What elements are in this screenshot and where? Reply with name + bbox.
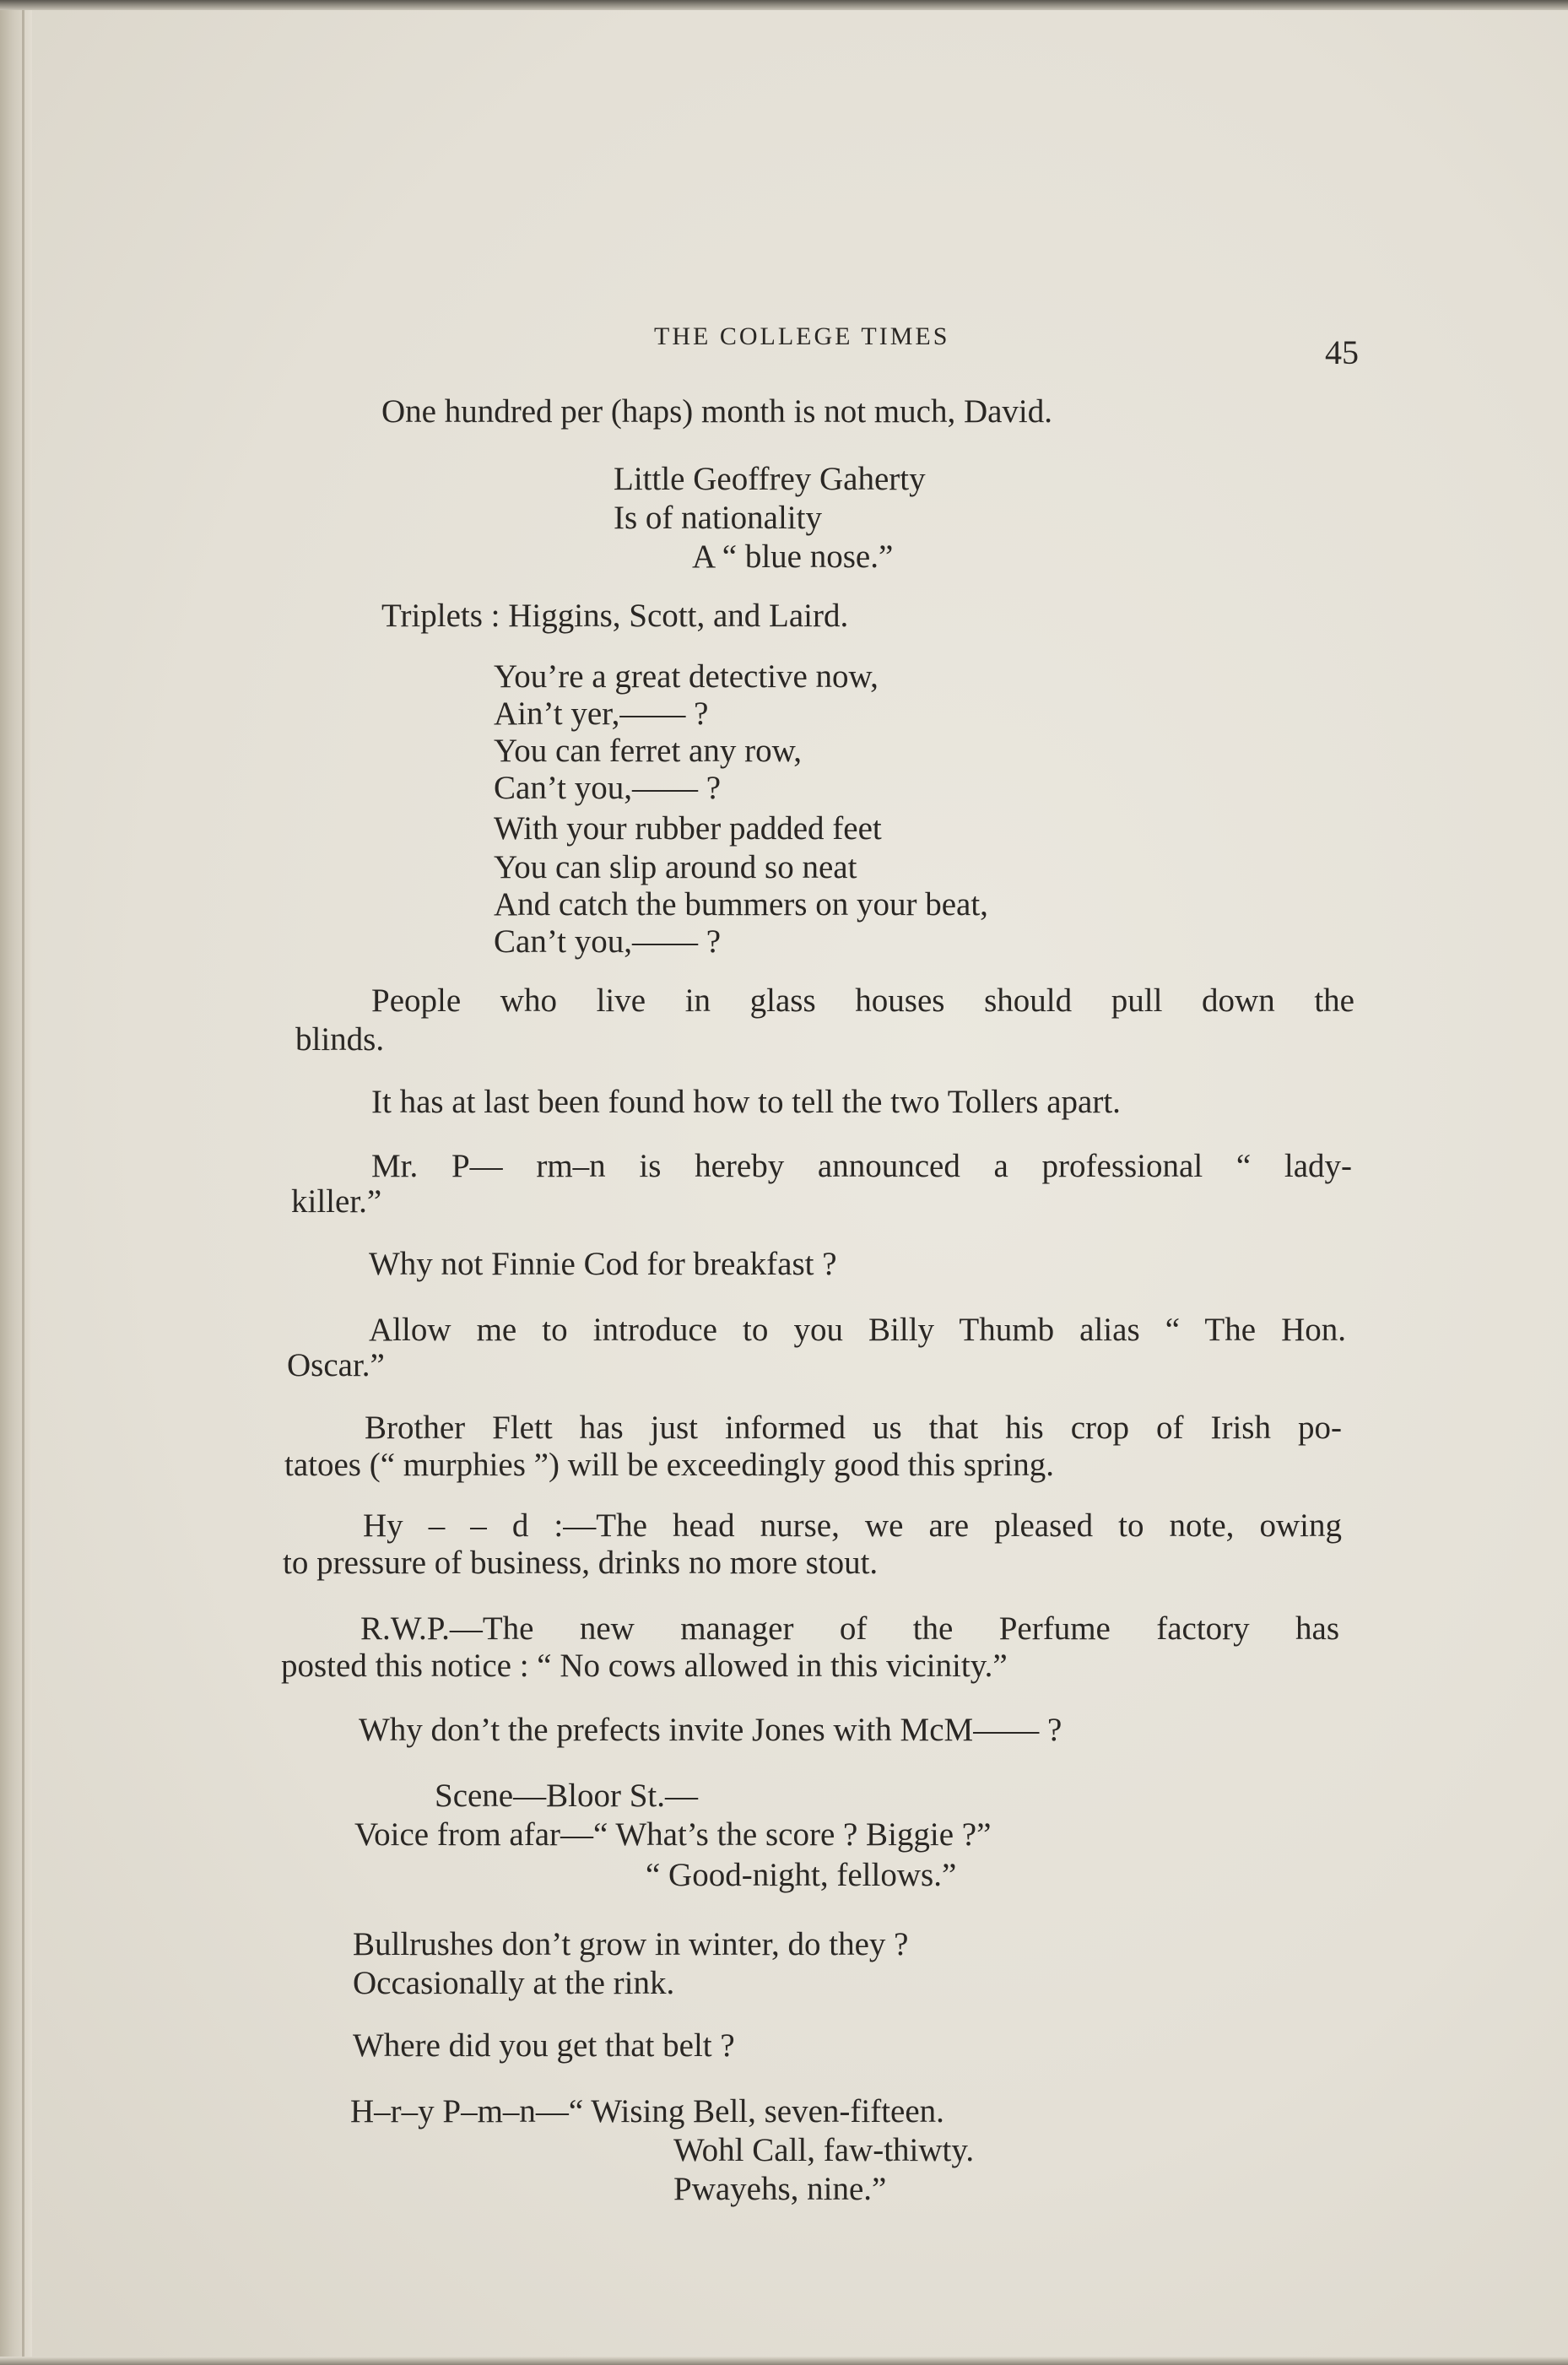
page-number: 45 xyxy=(1325,333,1359,371)
text-line: Triplets : Higgins, Scott, and Laird. xyxy=(381,598,849,634)
paragraph-line: Brother Flett has just informed us that his crop of Irish po- xyxy=(365,1410,1342,1446)
verse-line: And catch the bummers on your beat, xyxy=(494,886,988,923)
paragraph-line: to pressure of business, drinks no more stout. xyxy=(283,1545,879,1581)
verse-line: Can’t you,—— ? xyxy=(494,923,722,960)
text-line: Where did you get that belt ? xyxy=(353,2027,735,2064)
text-line: Scene—Bloor St.— xyxy=(435,1778,698,1814)
paragraph-line: People who live in glass houses should pull down the xyxy=(371,982,1354,1019)
verse-line: Pwayehs, nine.” xyxy=(673,2171,887,2207)
text-line: It has at last been found how to tell the two Tollers apart. xyxy=(371,1084,1121,1120)
paragraph-line: posted this notice : “ No cows allowed in this vicinity.” xyxy=(281,1648,1008,1684)
running-title: THE COLLEGE TIMES xyxy=(654,322,950,350)
verse-line: Can’t you,—— ? xyxy=(494,770,722,806)
verse-line: A “ blue nose.” xyxy=(692,538,894,575)
text-line: Occasionally at the rink. xyxy=(353,1965,675,2001)
gutter-line xyxy=(22,0,24,2365)
book-spine-shadow xyxy=(0,0,32,2365)
top-edge-shadow xyxy=(0,0,1568,10)
verse-line: You can slip around so neat xyxy=(494,849,857,885)
verse-line: You can ferret any row, xyxy=(494,733,802,769)
text-line: “ Good-night, fellows.” xyxy=(646,1857,957,1893)
paragraph-line: blinds. xyxy=(295,1021,385,1058)
verse-line: You’re a great detective now, xyxy=(494,658,879,695)
verse-line: Ain’t yer,—— ? xyxy=(494,695,709,732)
verse-line: Little Geoffrey Gaherty xyxy=(614,461,926,497)
text-line: Voice from afar—“ What’s the score ? Biggie ?” xyxy=(354,1816,992,1853)
paragraph-line: R.W.P.—The new manager of the Perfume factory has xyxy=(360,1610,1339,1647)
paragraph-line: tatoes (“ murphies ”) will be exceedingly good this spring. xyxy=(284,1447,1054,1483)
verse-line: Wohl Call, faw-thiwty. xyxy=(673,2132,975,2168)
text-line: One hundred per (haps) month is not much, David. xyxy=(381,393,1053,430)
paragraph-line: Mr. P— rm–n is hereby announced a professional “ lady- xyxy=(371,1148,1352,1184)
paragraph-line: killer.” xyxy=(291,1183,382,1220)
verse-line: H–r–y P–m–n—“ Wising Bell, seven-fifteen. xyxy=(350,2093,944,2130)
bottom-edge-shadow xyxy=(0,2357,1568,2365)
text-line: Why don’t the prefects invite Jones with McM—— ? xyxy=(359,1712,1062,1748)
verse-line: Is of nationality xyxy=(614,500,822,536)
paragraph-line: Hy – – d :—The head nurse, we are pleased to note, owing xyxy=(363,1507,1342,1544)
text-line: Bullrushes don’t grow in winter, do they ? xyxy=(353,1926,909,1962)
text-line: Why not Finnie Cod for breakfast ? xyxy=(369,1246,837,1282)
paragraph-line: Allow me to introduce to you Billy Thumb alias “ The Hon. xyxy=(369,1312,1346,1348)
verse-line: With your rubber padded feet xyxy=(494,810,882,847)
paragraph-line: Oscar.” xyxy=(287,1347,385,1383)
